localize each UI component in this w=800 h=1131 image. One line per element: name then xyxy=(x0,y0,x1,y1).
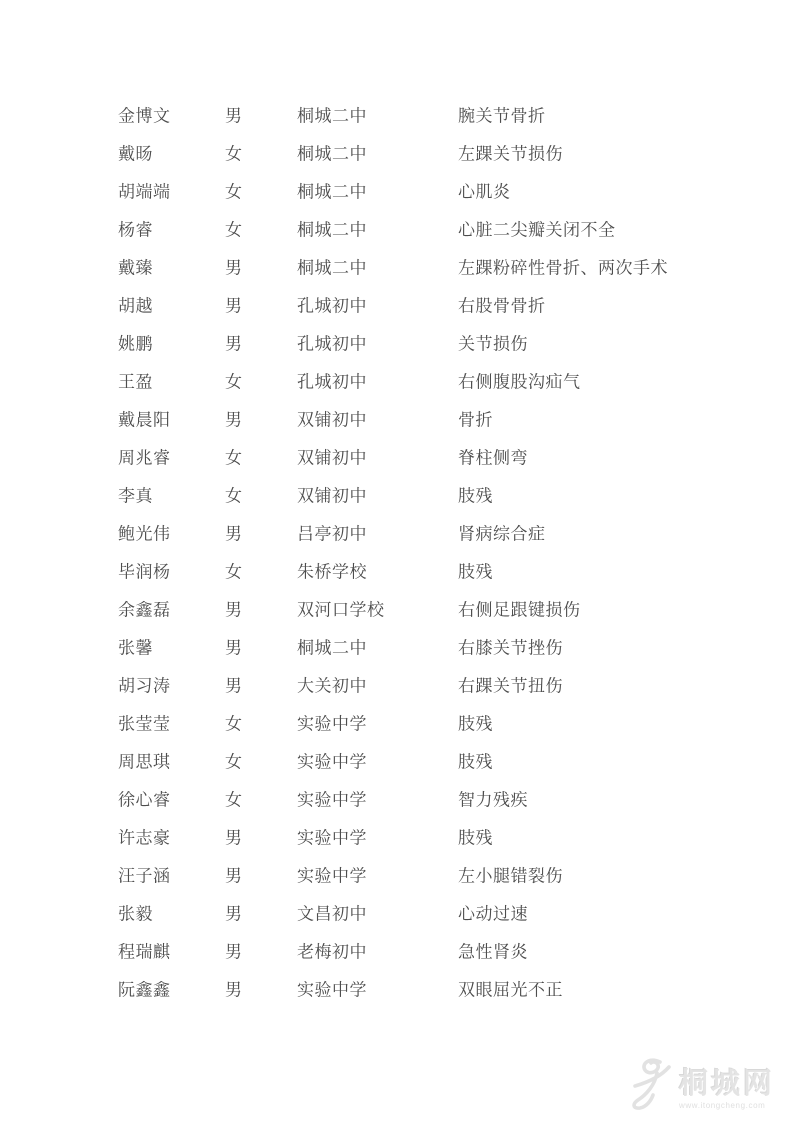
student-school-cell: 孔城初中 xyxy=(297,334,367,354)
student-name-cell: 金博文 xyxy=(118,106,171,126)
student-condition-cell: 关节损伤 xyxy=(458,334,528,354)
student-school-cell: 双铺初中 xyxy=(297,448,367,468)
student-condition-cell: 心肌炎 xyxy=(458,182,511,202)
student-school-cell: 桐城二中 xyxy=(297,106,367,126)
student-name-cell: 汪子涵 xyxy=(118,866,171,886)
student-name-cell: 王盈 xyxy=(118,372,153,392)
student-condition-cell: 左踝关节损伤 xyxy=(458,144,563,164)
student-condition-cell: 骨折 xyxy=(458,410,493,430)
student-gender-cell: 女 xyxy=(225,752,243,772)
student-name-cell: 胡越 xyxy=(118,296,153,316)
student-school-cell: 桐城二中 xyxy=(297,220,367,240)
student-condition-cell: 心动过速 xyxy=(458,904,528,924)
student-gender-cell: 男 xyxy=(225,524,243,544)
student-name-cell: 李真 xyxy=(118,486,153,506)
student-condition-cell: 肢残 xyxy=(458,752,493,772)
student-gender-cell: 女 xyxy=(225,372,243,392)
student-gender-cell: 男 xyxy=(225,258,243,278)
student-gender-cell: 男 xyxy=(225,828,243,848)
student-name-cell: 余鑫磊 xyxy=(118,600,171,620)
student-school-cell: 孔城初中 xyxy=(297,296,367,316)
watermark xyxy=(630,1056,775,1112)
student-name-cell: 毕润杨 xyxy=(118,562,171,582)
student-gender-cell: 女 xyxy=(225,182,243,202)
student-condition-cell: 右侧腹股沟疝气 xyxy=(458,372,581,392)
tongcheng-figure-logo-icon xyxy=(630,1056,674,1112)
student-condition-cell: 脊柱侧弯 xyxy=(458,448,528,468)
student-condition-cell: 急性肾炎 xyxy=(458,942,528,962)
student-condition-cell: 右膝关节挫伤 xyxy=(458,638,563,658)
student-gender-cell: 女 xyxy=(225,562,243,582)
student-school-cell: 大关初中 xyxy=(297,676,367,696)
student-school-cell: 孔城初中 xyxy=(297,372,367,392)
student-gender-cell: 男 xyxy=(225,334,243,354)
student-name-cell: 周思琪 xyxy=(118,752,171,772)
student-school-cell: 文昌初中 xyxy=(297,904,367,924)
student-gender-cell: 女 xyxy=(225,714,243,734)
student-condition-cell: 腕关节骨折 xyxy=(458,106,546,126)
student-name-cell: 阮鑫鑫 xyxy=(118,980,171,1000)
student-name-cell: 张莹莹 xyxy=(118,714,171,734)
watermark-site-name: 桐城网 xyxy=(679,1068,776,1100)
student-condition-cell: 肢残 xyxy=(458,486,493,506)
student-name-cell: 鲍光伟 xyxy=(118,524,171,544)
student-condition-cell: 心脏二尖瓣关闭不全 xyxy=(458,220,616,240)
student-gender-cell: 女 xyxy=(225,144,243,164)
student-school-cell: 老梅初中 xyxy=(297,942,367,962)
student-school-cell: 实验中学 xyxy=(297,980,367,1000)
student-gender-cell: 女 xyxy=(225,486,243,506)
student-gender-cell: 女 xyxy=(225,448,243,468)
student-school-cell: 桐城二中 xyxy=(297,638,367,658)
student-condition-cell: 右踝关节扭伤 xyxy=(458,676,563,696)
student-condition-cell: 左小腿错裂伤 xyxy=(458,866,563,886)
student-gender-cell: 男 xyxy=(225,296,243,316)
student-name-cell: 戴旸 xyxy=(118,144,153,164)
student-school-cell: 实验中学 xyxy=(297,790,367,810)
student-school-cell: 实验中学 xyxy=(297,828,367,848)
student-school-cell: 吕亭初中 xyxy=(297,524,367,544)
student-condition-cell: 双眼屈光不正 xyxy=(458,980,563,1000)
student-school-cell: 朱桥学校 xyxy=(297,562,367,582)
student-name-cell: 戴晨阳 xyxy=(118,410,171,430)
student-school-cell: 桐城二中 xyxy=(297,258,367,278)
student-gender-cell: 男 xyxy=(225,980,243,1000)
student-gender-cell: 女 xyxy=(225,220,243,240)
student-condition-cell: 肢残 xyxy=(458,562,493,582)
student-name-cell: 杨睿 xyxy=(118,220,153,240)
student-name-cell: 张馨 xyxy=(118,638,153,658)
student-gender-cell: 男 xyxy=(225,600,243,620)
student-school-cell: 桐城二中 xyxy=(297,144,367,164)
student-name-cell: 徐心睿 xyxy=(118,790,171,810)
student-gender-cell: 男 xyxy=(225,410,243,430)
student-name-cell: 张毅 xyxy=(118,904,153,924)
student-condition-cell: 左踝粉碎性骨折、两次手术 xyxy=(458,258,668,278)
student-name-cell: 许志豪 xyxy=(118,828,171,848)
student-name-cell: 周兆睿 xyxy=(118,448,171,468)
student-gender-cell: 男 xyxy=(225,904,243,924)
student-condition-cell: 肢残 xyxy=(458,714,493,734)
watermark-text-block xyxy=(679,1056,775,1110)
student-gender-cell: 男 xyxy=(225,106,243,126)
student-name-cell: 戴臻 xyxy=(118,258,153,278)
student-condition-cell: 右股骨骨折 xyxy=(458,296,546,316)
student-name-cell: 程瑞麒 xyxy=(118,942,171,962)
student-name-cell: 胡端端 xyxy=(118,182,171,202)
student-school-cell: 实验中学 xyxy=(297,714,367,734)
student-name-cell: 胡习涛 xyxy=(118,676,171,696)
student-school-cell: 双河口学校 xyxy=(297,600,385,620)
watermark-site-url: www.itongcheng.com xyxy=(679,1101,766,1110)
student-gender-cell: 男 xyxy=(225,676,243,696)
student-gender-cell: 男 xyxy=(225,638,243,658)
student-gender-cell: 女 xyxy=(225,790,243,810)
student-school-cell: 双铺初中 xyxy=(297,410,367,430)
student-name-cell: 姚鹏 xyxy=(118,334,153,354)
student-school-cell: 双铺初中 xyxy=(297,486,367,506)
student-condition-cell: 智力残疾 xyxy=(458,790,528,810)
student-condition-cell: 肢残 xyxy=(458,828,493,848)
student-gender-cell: 男 xyxy=(225,942,243,962)
student-school-cell: 实验中学 xyxy=(297,866,367,886)
student-school-cell: 实验中学 xyxy=(297,752,367,772)
student-gender-cell: 男 xyxy=(225,866,243,886)
student-school-cell: 桐城二中 xyxy=(297,182,367,202)
student-condition-cell: 肾病综合症 xyxy=(458,524,546,544)
student-condition-cell: 右侧足跟键损伤 xyxy=(458,600,581,620)
